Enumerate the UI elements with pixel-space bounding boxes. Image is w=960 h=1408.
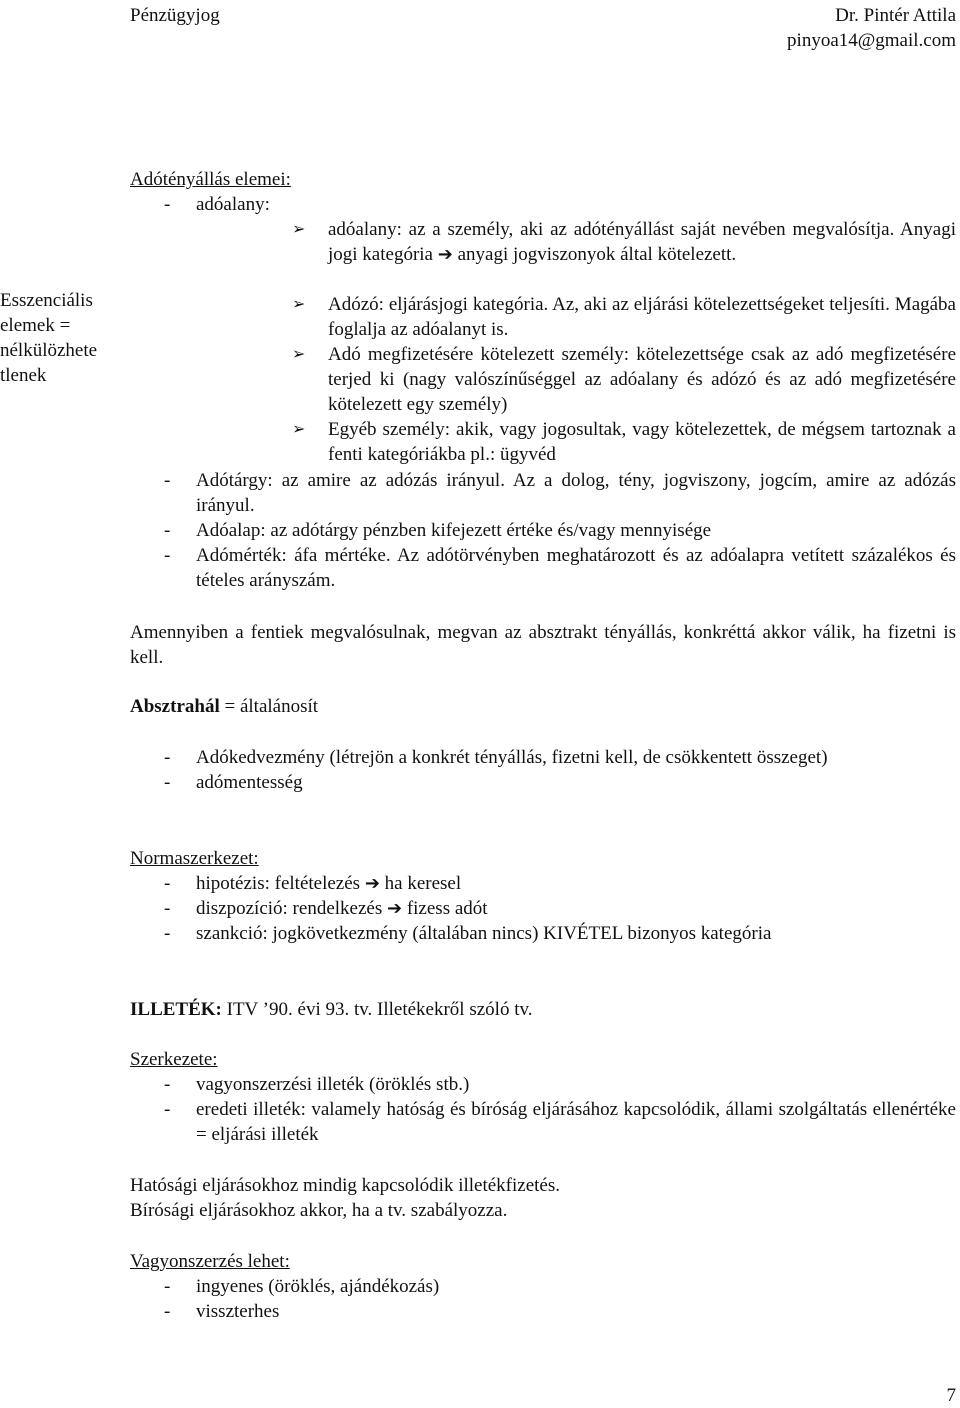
side-note-line: elemek = xyxy=(0,315,71,336)
bullet-text-part: adóalany: az a személy, aki az adótényállást saját nevében megvalósítja. Anyagi jogi kategória xyxy=(328,219,956,265)
dash-marker: - xyxy=(164,545,171,566)
section-title-vagyonszerzes: Vagyonszerzés lehet: xyxy=(130,1251,290,1272)
list-item-text: adóalany: xyxy=(196,194,270,215)
list-item-text: adómentesség xyxy=(196,772,303,793)
paragraph-absztrakt: Amennyiben a fentiek megvalósulnak, megvan az absztrakt tényállás, konkréttá akkor válik, ha fizetni is kell. xyxy=(130,622,956,668)
list-item-text-part: fizess adót xyxy=(406,898,488,919)
bullet-text-part: anyagi jogviszonyok által kötelezett. xyxy=(457,244,737,265)
dash-marker: - xyxy=(164,923,171,944)
header-author: Dr. Pintér Attila xyxy=(835,5,956,26)
side-note-line: Esszenciális xyxy=(0,290,93,311)
list-item-text xyxy=(196,871,956,896)
bullet-text: Egyéb személy: akik, vagy jogosultak, vagy kötelezettek, de mégsem tartoznak a fenti kategóriákba pl.: ügyvéd xyxy=(328,419,956,465)
page-number: 7 xyxy=(946,1385,956,1406)
bullet-text: Adó megfizetésére kötelezett személy: kötelezettsége csak az adó megfizetésére terjed ki (nagy valószínűséggel az adóalany és adózó és az adó megfizetésére kötelezett egy személy) xyxy=(328,344,956,415)
text-line-birosagi: Bírósági eljárásokhoz akkor, ha a tv. szabályozza. xyxy=(130,1200,508,1221)
dash-marker: - xyxy=(164,772,171,793)
dash-marker: - xyxy=(164,1099,171,1120)
dash-marker: - xyxy=(164,1074,171,1095)
header-email: pinyoa14@gmail.com xyxy=(787,30,956,51)
list-item-text: Adómérték: áfa mértéke. Az adótörvényben meghatározott és az adóalapra vetített százalékos és tételes arányszám. xyxy=(196,545,956,591)
text-line-hatosagi: Hatósági eljárásokhoz mindig kapcsolódik illetékfizetés. xyxy=(130,1175,561,1196)
list-item-text xyxy=(196,896,956,921)
list-item-text: visszterhes xyxy=(196,1301,280,1322)
dash-marker: - xyxy=(164,873,171,894)
arrow-right-icon: ➔ xyxy=(364,873,380,894)
bullet-marker-icon: ➢ xyxy=(292,421,306,438)
list-item-text-part: ha keresel xyxy=(384,873,462,894)
list-item-text: szankció: jogkövetkezmény (általában nincs) KIVÉTEL bizonyos kategória xyxy=(196,923,772,944)
list-item-text-part: hipotézis: feltételezés xyxy=(196,873,361,894)
dash-marker: - xyxy=(164,520,171,541)
bullet-marker-icon: ➢ xyxy=(292,221,306,238)
side-note xyxy=(0,288,128,388)
section-title-normaszerkezet: Normaszerkezet: xyxy=(130,848,259,869)
dash-marker: - xyxy=(164,1276,171,1297)
side-note-line: tlenek xyxy=(0,365,47,386)
illetek-text: ITV ’90. évi 93. tv. Illetékekről szóló tv. xyxy=(221,999,533,1020)
list-item-text: vagyonszerzési illeték (öröklés stb.) xyxy=(196,1074,470,1095)
section-title-szerkezete: Szerkezete: xyxy=(130,1049,218,1070)
list-item-text: eredeti illeték: valamely hatóság és bíróság eljárásához kapcsolódik, állami szolgáltatás ellenértéke = eljárási illeték xyxy=(196,1099,956,1145)
dash-marker: - xyxy=(164,1301,171,1322)
side-note-line: nélkülözhete xyxy=(0,340,98,361)
list-item-text: Adótárgy: az amire az adózás irányul. Az a dolog, tény, jogviszony, jogcím, amire az adózás irányul. xyxy=(196,470,956,516)
bullet-marker-icon: ➢ xyxy=(292,296,306,313)
bullet-text xyxy=(328,217,956,267)
dash-marker: - xyxy=(164,898,171,919)
dash-marker: - xyxy=(164,194,171,215)
illetek-heading xyxy=(130,997,533,1022)
arrow-right-icon: ➔ xyxy=(437,244,453,265)
list-item-text: Adókedvezmény (létrejön a konkrét tényállás, fizetni kell, de csökkentett összeget) xyxy=(196,747,828,768)
header-left: Pénzügyjog xyxy=(130,5,220,26)
definition-text: = általánosít xyxy=(219,696,319,717)
list-item-text: ingyenes (öröklés, ajándékozás) xyxy=(196,1276,440,1297)
dash-marker: - xyxy=(164,747,171,768)
list-item-text: Adóalap: az adótárgy pénzben kifejezett értéke és/vagy mennyisége xyxy=(196,520,712,541)
bullet-marker-icon: ➢ xyxy=(292,346,306,363)
definition-term: Absztrahál xyxy=(130,696,220,717)
section-title-adotenyallas: Adótényállás elemei: xyxy=(130,169,291,190)
definition-absztrahal xyxy=(130,694,318,719)
illetek-label: ILLETÉK: xyxy=(130,999,222,1020)
list-item-text-part: diszpozíció: rendelkezés xyxy=(196,898,383,919)
dash-marker: - xyxy=(164,470,171,491)
bullet-text: Adózó: eljárásjogi kategória. Az, aki az eljárási kötelezettségeket teljesíti. Magába foglalja az adóalanyt is. xyxy=(328,294,956,340)
arrow-right-icon: ➔ xyxy=(386,898,403,919)
